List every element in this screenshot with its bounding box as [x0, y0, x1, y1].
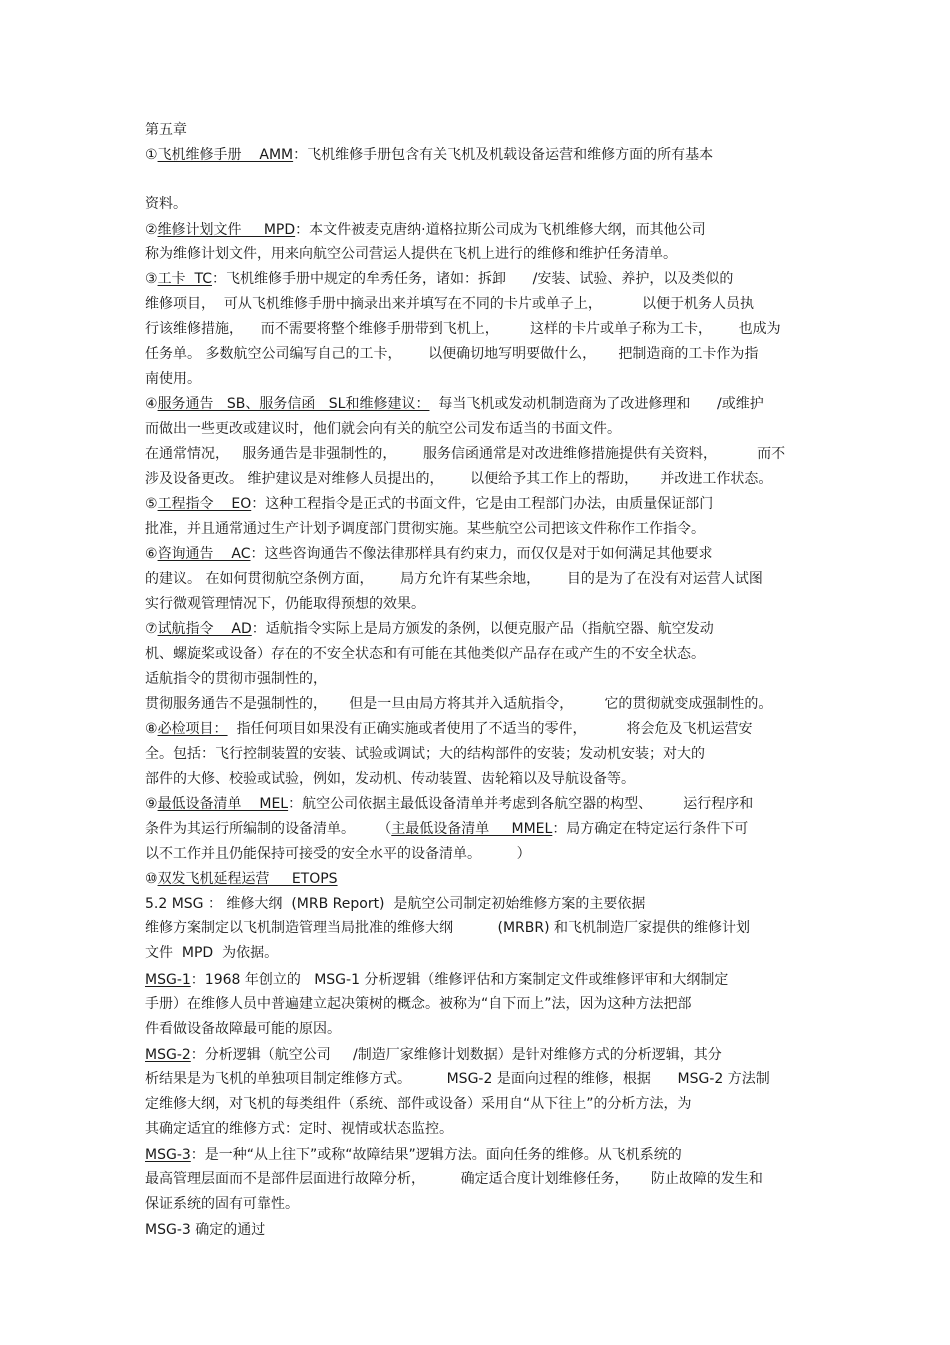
text-segment: ① [145, 147, 158, 163]
text-line [145, 1195, 299, 1213]
text-segment: ⑩ [145, 871, 158, 887]
text-line [145, 1046, 722, 1064]
text-line [145, 1146, 682, 1164]
text-segment: 5.2 MSG ： 维修大纲 (MRB Report) 是航空公司制定初始维修方案的主要依据 [145, 896, 646, 912]
text-line [145, 1095, 692, 1113]
text-segment: ③ [145, 271, 158, 287]
text-line [145, 670, 327, 688]
term-label: 必检项目： [157, 721, 228, 737]
text-line [145, 495, 713, 513]
text-segment: 定维修大纲，对飞机的每类组件（系统、部件或设备）采用自“从下往上”的分析方法，为 [145, 1096, 692, 1112]
text-line [145, 995, 692, 1013]
text-segment: 最高管理层面而不是部件层面进行故障分析， 确定适合度计划维修任务， 防止故障的发生和 [145, 1171, 763, 1187]
text-line [145, 695, 772, 713]
text-line [145, 1020, 341, 1038]
text-segment: ⑨ [145, 796, 158, 812]
text-line [145, 1170, 763, 1188]
text-line [145, 221, 706, 239]
text-segment: ② [145, 222, 158, 238]
text-segment: 实行微观管理情况下，仍能取得预想的效果。 [145, 596, 425, 612]
text-line [145, 919, 750, 937]
text-segment: ⑤ [145, 496, 158, 512]
text-segment: 手册）在维修人员中普遍建立起决策树的概念。被称为“自下而上”法，因为这种方法把部 [145, 996, 692, 1012]
term-label: 服务通告 SB、服务信函 SL和维修建议： [157, 396, 430, 412]
text-line [145, 420, 621, 438]
text-segment: ：本文件被麦克唐纳·道格拉斯公司成为飞机维修大纲，而其他公司 [295, 222, 706, 238]
text-line [145, 720, 753, 738]
text-line [145, 445, 785, 463]
text-segment: 行该维修措施， 而不需要将整个维修手册带到飞机上， 这样的卡片或单子称为工卡， 也成为 [145, 321, 781, 337]
text-segment: 保证系统的固有可靠性。 [145, 1196, 299, 1212]
term-label: 维修计划文件 MPD [157, 222, 296, 238]
text-segment: 任务单。 多数航空公司编写自己的工卡， 以便确切地写明要做什么， 把制造商的工卡作为指 [145, 346, 759, 362]
text-line [145, 870, 338, 888]
text-segment: 每当飞机或发动机制造商为了改进修理和 /或维护 [429, 396, 764, 412]
text-segment: 适航指令的贯彻市强制性的， [145, 671, 327, 687]
text-segment: ：这种工程指令是正式的书面文件，它是由工程部门办法，由质量保证部门 [251, 496, 714, 512]
text-segment: ：1968 年创立的 MSG-1 分析逻辑（维修评估和方案制定文件或维修评审和大纲制定 [190, 972, 729, 988]
text-line [145, 570, 763, 588]
text-segment: 析结果是为飞机的单独项目制定维修方式。 MSG-2 是面向过程的维修，根据 MSG-2 方法制 [145, 1071, 770, 1087]
text-segment: 的建议。 在如何贯彻航空条例方面， 局方允许有某些余地， 目的是为了在没有对运营人试图 [145, 571, 763, 587]
term-label: MSG-1 [145, 972, 191, 988]
text-line [145, 971, 728, 989]
text-segment: ⑦ [145, 621, 158, 637]
chapter-title: 第五章 [145, 122, 187, 138]
text-line [145, 820, 748, 838]
text-line [145, 745, 705, 763]
text-segment: 条件为其运行所编制的设备清单。 （ [145, 821, 392, 837]
text-line [145, 645, 705, 663]
text-segment: 南使用。 [145, 371, 201, 387]
term-label: 飞机维修手册 AMM [157, 147, 294, 163]
text-segment: 批准，并且通常通过生产计划予调度部门贯彻实施。某些航空公司把该文件称作工作指令。 [145, 521, 705, 537]
text-line [145, 520, 705, 538]
term-label: MSG-2 [145, 1047, 191, 1063]
text-line [145, 270, 733, 288]
text-line [145, 1221, 265, 1239]
text-segment: 在通常情况， 服务通告是非强制性的， 服务信函通常是对改进维修措施提供有关资料， 而不 [145, 446, 786, 462]
text-line [145, 770, 635, 788]
text-line [145, 295, 754, 313]
text-line [145, 146, 713, 164]
term-label: 工程指令 EO [157, 496, 252, 512]
text-segment: ：飞机维修手册包含有关飞机及机载设备运营和维修方面的所有基本 [293, 147, 714, 163]
term-label: 最低设备清单 MEL [157, 796, 289, 812]
text-segment: 维修项目， 可从飞机维修手册中摘录出来并填写在不同的卡片或单子上， 以便于机务人员执 [145, 296, 754, 312]
text-segment: ：航空公司依据主最低设备清单并考虑到各航空器的构型、 运行程序和 [288, 796, 754, 812]
term-label: 咨询通告 AC [157, 546, 251, 562]
text-segment: ⑧ [145, 721, 158, 737]
text-segment: ：是一种“从上往下”或称“故障结果”逻辑方法。面向任务的维修。从飞机系统的 [190, 1147, 682, 1163]
text-line [145, 345, 758, 363]
term-label: 双发飞机延程运营 ETOPS [157, 871, 338, 887]
text-line [145, 1120, 453, 1138]
text-segment: 以不工作并且仍能保持可接受的安全水平的设备清单。 ） [145, 846, 531, 862]
text-segment: 文件 MPD 为依据。 [145, 945, 279, 961]
text-line [145, 370, 201, 388]
text-line [145, 845, 531, 863]
text-segment: 全。包括：飞行控制装置的安装、试验或调试；大的结构部件的安装；发动机安装；对大的 [145, 746, 705, 762]
term-label: 主最低设备清单 MMEL [391, 821, 553, 837]
text-line [145, 1070, 770, 1088]
text-segment: 部件的大修、校验或试验，例如，发动机、传动装置、齿轮箱以及导航设备等。 [145, 771, 635, 787]
text-line [145, 620, 714, 638]
text-line [145, 545, 712, 563]
text-segment: MSG-3 确定的通过 [145, 1222, 266, 1238]
text-line [145, 795, 753, 813]
text-line [145, 944, 278, 962]
text-segment: ：局方确定在特定运行条件下可 [552, 821, 749, 837]
text-segment: ：飞机维修手册中规定的牟秀任务，诸如：拆卸 /安装、试验、养护，以及类似的 [211, 271, 734, 287]
text-segment: 资料。 [145, 196, 187, 212]
text-segment: ④ [145, 396, 158, 412]
text-segment: 机、螺旋桨或设备）存在的不安全状态和有可能在其他类似产品存在或产生的不安全状态。 [145, 646, 705, 662]
text-line [145, 895, 645, 913]
text-segment: ⑥ [145, 546, 158, 562]
text-segment: 件看做设备故障最可能的原因。 [145, 1021, 341, 1037]
term-label: 工卡 TC [157, 271, 212, 287]
term-label: MSG-3 [145, 1147, 191, 1163]
text-segment: ：分析逻辑（航空公司 /制造厂家维修计划数据）是针对维修方式的分析逻辑，其分 [190, 1047, 722, 1063]
text-segment: ：适航指令实际上是局方颁发的条例，以便克服产品（指航空器、航空发动 [251, 621, 714, 637]
term-label: 试航指令 AD [157, 621, 252, 637]
text-line [145, 245, 677, 263]
text-segment: 而做出一些更改或建议时，他们就会向有关的航空公司发布适当的书面文件。 [145, 421, 621, 437]
text-segment: 维修方案制定以飞机制造管理当局批准的维修大纲 (MRBR) 和飞机制造厂家提供的维修计划 [145, 920, 751, 936]
text-segment: 指任何项目如果没有正确实施或者使用了不适当的零件， 将会危及飞机运营安 [227, 721, 753, 737]
text-segment: 涉及设备更改。 维护建议是对维修人员提出的， 以便给予其工作上的帮助， 并改进工作状态。 [145, 471, 773, 487]
text-line [145, 395, 764, 413]
text-segment: ：这些咨询通告不像法律那样具有约束力，而仅仅是对于如何满足其他要求 [250, 546, 713, 562]
text-line [145, 195, 187, 213]
text-line [145, 470, 772, 488]
text-segment: 称为维修计划文件，用来向航空公司营运人提供在飞机上进行的维修和维护任务清单。 [145, 246, 677, 262]
text-segment: 贯彻服务通告不是强制性的， 但是一旦由局方将其并入适航指令， 它的贯彻就变成强制性的。 [145, 696, 773, 712]
text-line [145, 595, 425, 613]
text-line [145, 320, 781, 338]
text-segment: 其确定适宜的维修方式：定时、视情或状态监控。 [145, 1121, 453, 1137]
